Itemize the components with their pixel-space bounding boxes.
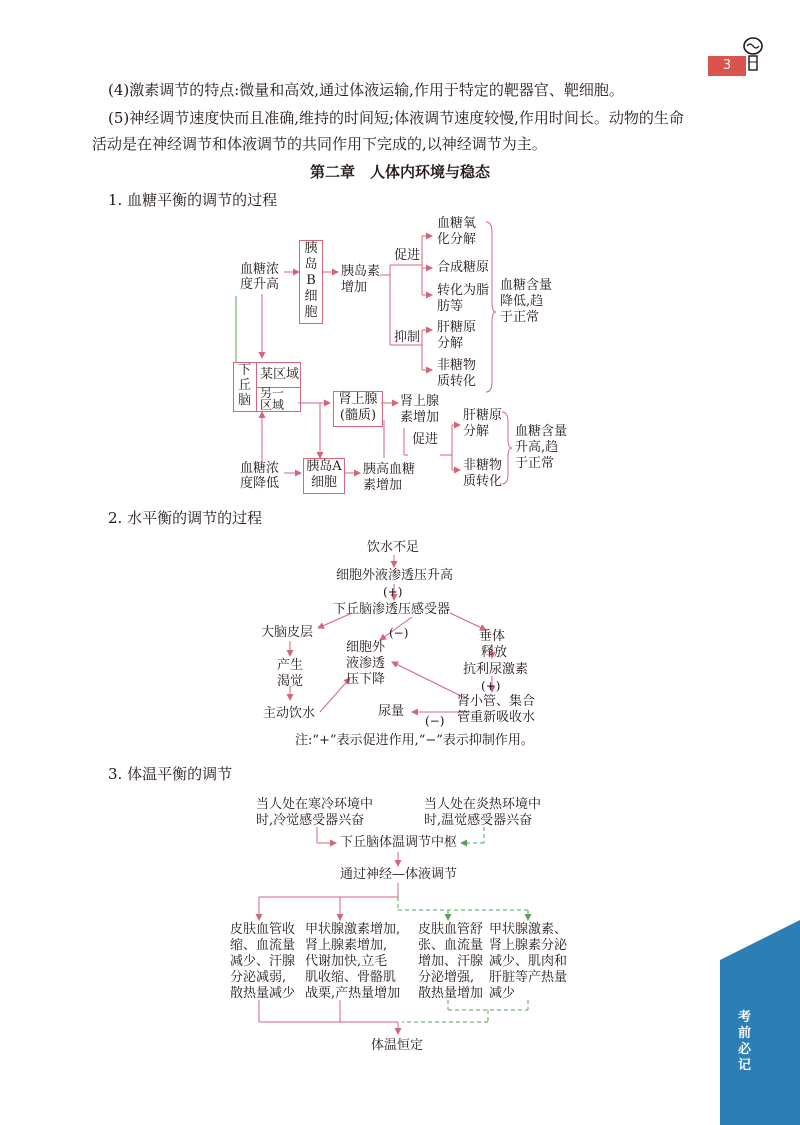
side-tab (720, 920, 800, 1125)
adrenal-box: 肾上腺 (髓质) (333, 391, 383, 427)
cold-heat-production-label: 甲状腺激素增加, 肾上腺素增加, 代谢加快,立毛 肌收缩、骨骼肌 战栗,产热量增加 (305, 922, 401, 1001)
region-1-label: 某区域 (260, 367, 300, 382)
hot-heat-production-label: 甲状腺激素、 肾上腺素分泌 减少、肌肉和 肝脏等产热量 减少 (489, 922, 568, 1001)
inhibit-label: 抑制 (394, 330, 421, 345)
minus-2-label: (−) (425, 714, 445, 728)
paragraph-5-line1: (5)神经调节速度快而且准确,维持的时间短;体液调节速度较慢,作用时间长。动物的生命 (108, 109, 684, 127)
liver-glycogen-label: 肝糖原 分解 (437, 320, 477, 351)
section-1-title: 1. 血糖平衡的调节的过程 (108, 191, 278, 209)
thermoregulation-center-label: 下丘脑体温调节中枢 (340, 835, 458, 850)
hot-env-label: 当人处在炎热环境中 时,温觉感受器兴奋 (424, 797, 542, 828)
water-note: 注:“+”表示促进作用,“−”表示抑制作用。 (295, 733, 534, 748)
glucose-low-label: 血糖浓 度降低 (240, 461, 280, 491)
adrenaline-label: 肾上腺 素增加 (400, 394, 440, 425)
kidney-label: 肾小管、集合 管重新吸收水 (457, 694, 536, 725)
insulin-label: 胰岛素 增加 (341, 264, 381, 295)
a-cell-box: 胰岛A 细胞 (303, 458, 345, 494)
minus-1-label: (−) (389, 626, 409, 640)
promote-label: 促进 (394, 248, 421, 263)
hypothalamus-label: 下 丘 脑 (238, 363, 252, 408)
oxidation-label: 血糖氧 化分解 (437, 216, 477, 247)
cerebral-cortex-label: 大脑皮层 (261, 625, 314, 640)
side-tab-label: 考前必记 (738, 1010, 752, 1073)
thirst-label: 产生 渴觉 (277, 658, 304, 689)
hypothalamus-receptor-label: 下丘脑渗透压感受器 (333, 602, 451, 617)
glycogen-synthesis-label: 合成糖原 (437, 260, 490, 275)
fat-conversion-label: 转化为脂 肪等 (437, 283, 490, 314)
neuro-humoral-label: 通过神经—体液调节 (340, 867, 458, 882)
glucose-high-label: 血糖浓 度升高 (240, 262, 280, 292)
liver-glycogen2-label: 肝糖原 分解 (463, 408, 503, 439)
paragraph-4: (4)激素调节的特点:微量和高效,通过体液运输,作用于特定的靶器官、靶细胞。 (108, 81, 624, 99)
release-label: 释放 (481, 645, 508, 660)
chapter-title: 第二章 人体内环境与稳态 (309, 163, 490, 181)
cold-heat-loss-label: 皮肤血管收 缩、血流量 减少、汗腺 分泌减弱, 散热量减少 (230, 922, 296, 1001)
result-low-label: 血糖含量 降低,趋 于正常 (500, 278, 553, 325)
ecf-down-label: 细胞外 液渗透 压下降 (346, 640, 386, 687)
result-high-label: 血糖含量 升高,趋 于正常 (515, 424, 568, 471)
promote2-label: 促进 (412, 432, 439, 447)
hot-heat-loss-label: 皮肤血管舒 张、血流量 增加、汗腺 分泌增强, 散热量增加 (418, 922, 484, 1001)
cold-env-label: 当人处在寒冷环境中 时,冷觉感受器兴奋 (256, 797, 374, 828)
water-lack-label: 饮水不足 (367, 540, 420, 555)
paragraph-5-line2: 活动是在神经调节和体液调节的共同作用下完成的,以神经调节为主。 (92, 135, 547, 153)
ecf-up-label: 细胞外液渗透压升高 (336, 568, 454, 583)
plus-1-label: (+) (383, 585, 403, 599)
stable-temperature-label: 体温恒定 (371, 1038, 424, 1053)
glucagon-label: 胰高血糖 素增加 (363, 462, 416, 493)
page-number: 3 (722, 58, 732, 73)
active-drinking-label: 主动饮水 (263, 706, 316, 721)
nonsugar-label: 非糖物 质转化 (437, 358, 477, 389)
section-3-title: 3. 体温平衡的调节 (108, 765, 233, 783)
plus-2-label: (+) (481, 679, 501, 693)
adh-label: 抗利尿激素 (463, 662, 529, 677)
section-2-title: 2. 水平衡的调节的过程 (108, 509, 263, 527)
urine-label: 尿量 (378, 704, 405, 719)
pituitary-label: 垂体 (479, 629, 506, 644)
b-cell-box: 胰 岛 B 细 胞 (299, 240, 323, 324)
region-2-label: 另一 区域 (260, 386, 285, 412)
nonsugar2-label: 非糖物 质转化 (463, 458, 503, 489)
